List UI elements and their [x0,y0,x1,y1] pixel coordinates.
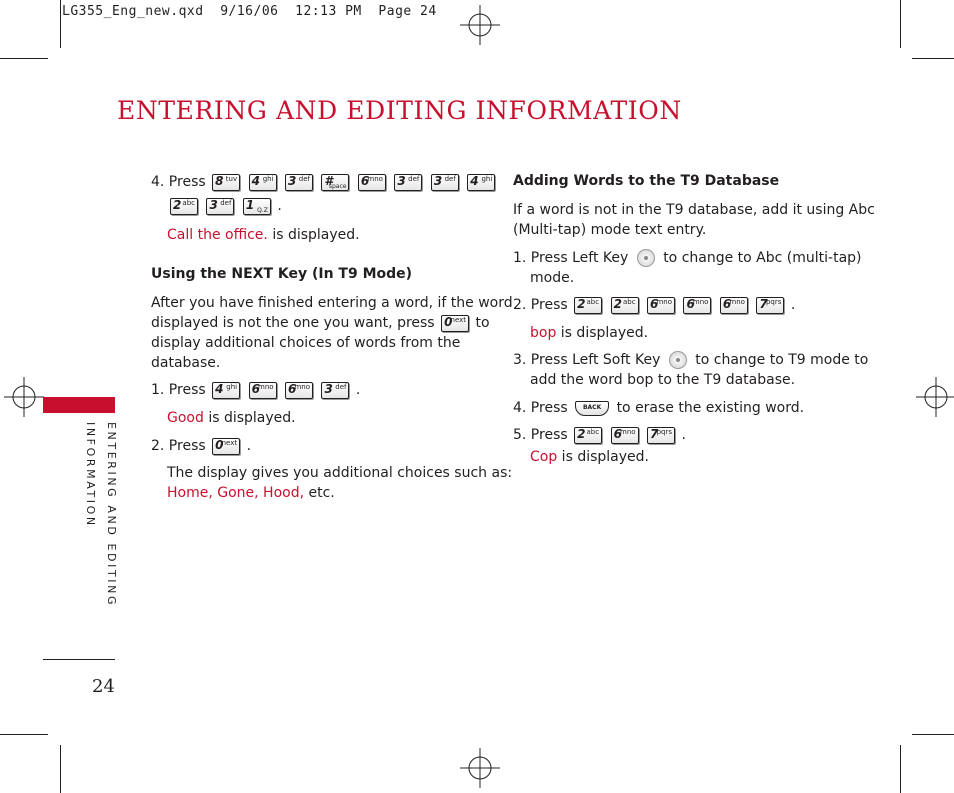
print-slug: LG355_Eng_new.qxd 9/16/06 12:13 PM Page 24 [62,4,437,19]
step-2-line: 2. Press 2 abc 2 abc 6 mno 6 mno 6 mno 7 pqrs . [513,296,796,313]
key-6-icon: 6 mno [611,427,639,444]
key-2-icon: 2 abc [170,198,198,215]
crop-mark [900,745,901,793]
key-3-icon: 3 def [285,174,313,191]
crop-mark [912,58,954,59]
left-soft-key-icon [637,249,655,267]
paragraph-line: After you have finished entering a word, if the word [151,295,513,311]
good-text: Good [167,410,204,426]
key-4-icon: 4 ghi [212,382,240,399]
good-line: Good is displayed. [167,410,296,426]
key-6-icon: 6 mno [285,382,313,399]
key-6-icon: 6 mno [249,382,277,399]
section-tab [43,397,115,413]
paragraph-line: database. [151,355,221,371]
registration-mark-icon [460,748,500,788]
back-key-icon: BACK [575,401,609,416]
key-3-icon: 3 def [394,174,422,191]
key-0-next-icon: 0 next [441,315,469,332]
paragraph-line: mode. [530,270,575,286]
bop-line: bop is displayed. [530,325,649,341]
choices-text: Home, Gone, Hood, [167,485,305,501]
heading-next-key: Using the NEXT Key (In T9 Mode) [151,266,413,282]
crop-mark [60,0,61,48]
key-3-icon: 3 def [206,198,234,215]
step-1-line: 1. Press 4 ghi 6 mno 6 mno 3 def . [151,381,361,398]
crop-mark [60,745,61,793]
step-4-period: . [277,198,282,214]
key-hash-icon: # space [321,174,349,191]
crop-mark [912,734,954,735]
key-3-icon: 3 def [321,382,349,399]
key-1-icon: 1 Q.Z [243,198,271,215]
paragraph-line: display additional choices of words from the [151,335,461,351]
paragraph-line: add the word bop to the T9 database. [530,372,796,388]
key-0-next-icon: 0 next [212,438,240,455]
step-1-line: 1. Press Left Key to change to Abc (multi-tap) [513,250,862,266]
crop-mark [0,58,48,59]
key-6-icon: 6 mno [720,297,748,314]
paragraph-line: If a word is not in the T9 database, add it using Abc [513,202,875,218]
is-displayed-text: is displayed. [267,227,360,243]
step-4-line [151,172,497,192]
choices-line: Home, Gone, Hood, etc. [167,485,335,501]
step-4-label: 4. Press [151,174,206,190]
page-number: 24 [92,676,115,697]
crop-mark [900,0,901,48]
key-3-icon: 3 def [431,174,459,191]
section-tab-line: INFORMATION [84,422,97,528]
key-2-icon: 2 abc [611,297,639,314]
call-office-text: Call the office. [167,227,268,243]
footer-rule [43,659,115,660]
registration-mark-icon [916,377,954,417]
cop-line: Cop is displayed. [530,449,649,465]
step-2-line: 2. Press 0 next . [151,437,252,454]
registration-mark-icon [460,5,500,45]
step-4-line-2 [168,196,282,216]
registration-mark-icon [4,377,44,417]
key-8-icon: 8 tuv [212,174,240,191]
key-7-icon: 7 pqrs [647,427,675,444]
page-title: ENTERING AND EDITING INFORMATION [117,96,682,125]
step-3-line: 3. Press Left Soft Key to change to T9 mode to [513,352,869,368]
call-office-line [167,225,360,245]
key-2-icon: 2 abc [574,297,602,314]
section-tab-label [80,422,122,607]
key-7-icon: 7 pqrs [756,297,784,314]
key-4-icon: 4 ghi [249,174,277,191]
crop-mark [0,734,48,735]
left-soft-key-icon [669,351,687,369]
bop-text: bop [530,325,557,341]
key-4-icon: 4 ghi [467,174,495,191]
cop-text: Cop [530,449,558,465]
key-2-icon: 2 abc [574,427,602,444]
heading-add-words: Adding Words to the T9 Database [513,173,780,189]
key-6-icon: 6 mno [683,297,711,314]
step-5-line: 5. Press 2 abc 6 mno 7 pqrs . [513,426,686,443]
section-tab-line: ENTERING AND EDITING [105,422,118,608]
key-6-icon: 6 mno [647,297,675,314]
paragraph-line: The display gives you additional choices such as: [167,465,513,481]
step-4-line: 4. Press BACK to erase the existing word. [513,400,805,416]
paragraph-line: displayed is not the one you want, press 0 next to [151,314,490,331]
paragraph-line: (Multi-tap) mode text entry. [513,222,707,238]
key-6-icon: 6 mno [358,174,386,191]
